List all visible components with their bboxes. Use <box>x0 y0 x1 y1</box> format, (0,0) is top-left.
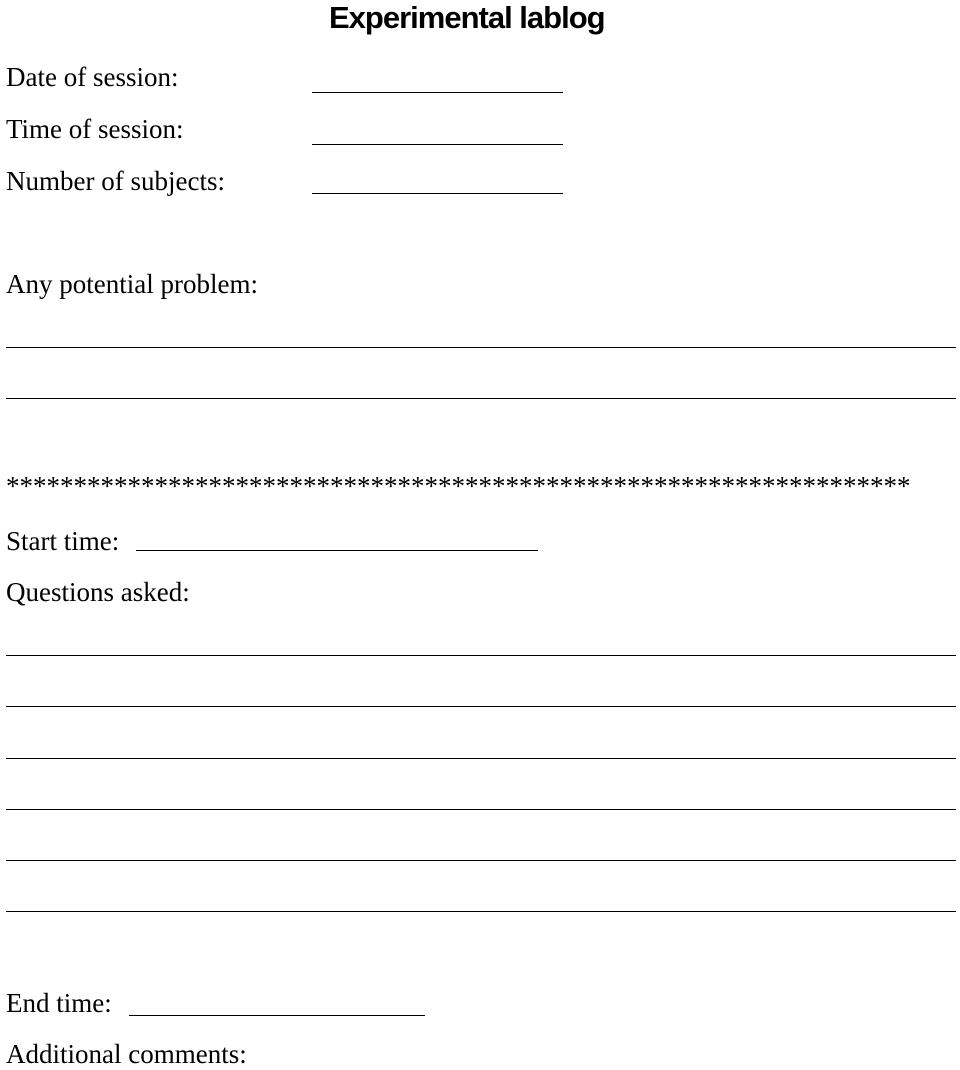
number-of-subjects-label: Number of subjects: <box>6 166 225 196</box>
number-of-subjects-field[interactable] <box>312 193 563 194</box>
start-time-label: Start time: <box>6 526 120 556</box>
questions-line-1[interactable] <box>6 655 956 656</box>
questions-asked-label: Questions asked: <box>6 577 190 607</box>
questions-line-4[interactable] <box>6 809 956 810</box>
time-of-session-label: Time of session: <box>6 114 184 144</box>
potential-problem-line-1[interactable] <box>6 347 956 348</box>
questions-line-3[interactable] <box>6 758 956 759</box>
page-title: Experimental lablog <box>329 0 605 35</box>
potential-problem-line-2[interactable] <box>6 398 956 399</box>
additional-comments-label: Additional comments: <box>6 1039 247 1069</box>
questions-line-2[interactable] <box>6 706 956 707</box>
date-of-session-label: Date of session: <box>6 62 179 92</box>
questions-line-6[interactable] <box>6 911 956 912</box>
separator-line: ******************************************************************* <box>6 471 911 501</box>
end-time-label: End time: <box>6 988 112 1018</box>
date-of-session-field[interactable] <box>312 92 563 93</box>
start-time-field[interactable] <box>136 550 538 551</box>
end-time-field[interactable] <box>129 1015 425 1016</box>
questions-line-5[interactable] <box>6 860 956 861</box>
time-of-session-field[interactable] <box>312 144 563 145</box>
potential-problem-label: Any potential problem: <box>6 269 258 299</box>
